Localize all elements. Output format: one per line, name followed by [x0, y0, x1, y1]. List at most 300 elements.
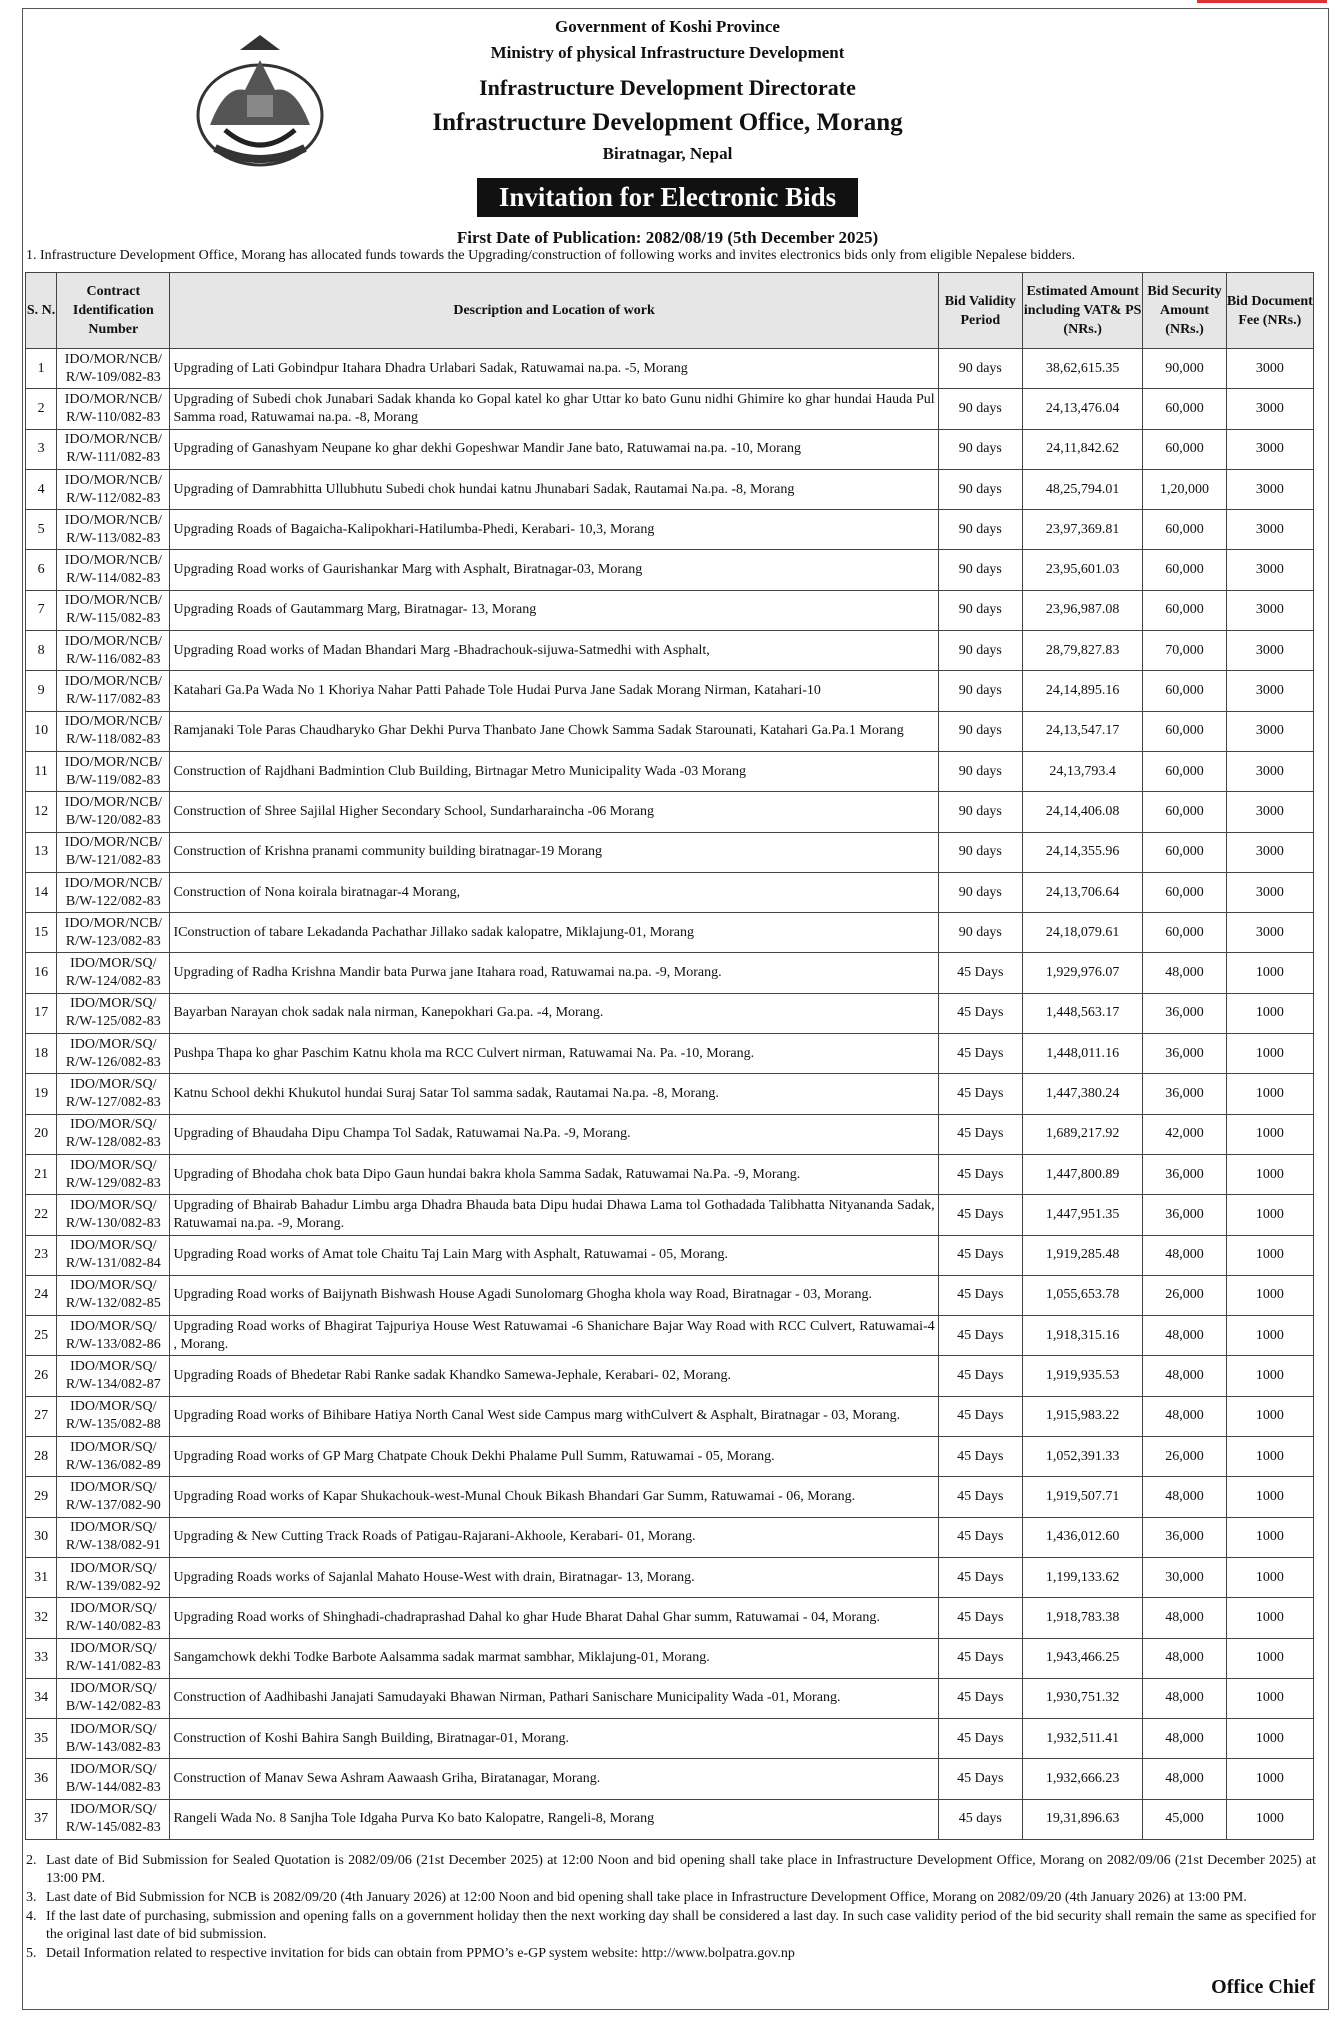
- cell-sn: 29: [26, 1477, 57, 1517]
- office-location: Biratnagar, Nepal: [602, 144, 733, 163]
- cell-contract-id: IDO/MOR/NCB/ B/W-121/082-83: [57, 832, 170, 872]
- cell-validity: 45 Days: [938, 1678, 1022, 1718]
- cell-amount: 1,448,011.16: [1022, 1034, 1143, 1074]
- cell-security: 48,000: [1143, 1316, 1226, 1356]
- table-row: [26, 1154, 1314, 1194]
- table-row: [26, 469, 1314, 509]
- cell-contract-id: IDO/MOR/NCB/ R/W-114/082-83: [57, 550, 170, 590]
- directorate-name: Infrastructure Development Directorate: [479, 75, 856, 100]
- note-text: Detail Information related to respective invitation for bids can obtain from PPMO’s e-GP system website: http://www.bolpatra.gov.np: [46, 1946, 795, 1961]
- cell-contract-id: IDO/MOR/NCB/ R/W-110/082-83: [57, 389, 170, 429]
- cell-contract-id: IDO/MOR/SQ/ R/W-137/082-90: [57, 1477, 170, 1517]
- cell-validity: 45 Days: [938, 1517, 1022, 1557]
- cell-contract-id: IDO/MOR/SQ/ R/W-127/082-83: [57, 1074, 170, 1114]
- cell-fee: 3000: [1226, 751, 1313, 791]
- cell-description: Upgrading Roads of Bhedetar Rabi Ranke sadak Khandko Samewa-Jephale, Kerabari- 02, Morang.: [170, 1356, 938, 1396]
- cell-description: IConstruction of tabare Lekadanda Pachathar Jillako sadak kalopatre, Miklajung-01, Morang: [170, 913, 938, 953]
- cell-validity: 90 days: [938, 429, 1022, 469]
- note-number: 5.: [26, 1946, 37, 1961]
- cell-fee: 3000: [1226, 671, 1313, 711]
- cell-security: 48,000: [1143, 1759, 1226, 1799]
- cell-description: Rangeli Wada No. 8 Sanjha Tole Idgaha Purva Ko bato Kalopatre, Rangeli-8, Morang: [170, 1799, 938, 1839]
- cell-amount: 38,62,615.35: [1022, 349, 1143, 389]
- cell-amount: 1,689,217.92: [1022, 1114, 1143, 1154]
- table-row: [26, 1114, 1314, 1154]
- cell-amount: 1,930,751.32: [1022, 1678, 1143, 1718]
- table-row: [26, 631, 1314, 671]
- cell-validity: 45 Days: [938, 1598, 1022, 1638]
- note-text: Last date of Bid Submission for NCB is 2082/09/20 (4th January 2026) at 12:00 Noon and bid opening shall take place in Infrastructure Development Office, Morang on 2082/09/20 (4th January 2026) at 13:00 PM.: [46, 1890, 1247, 1905]
- note-text: Last date of Bid Submission for Sealed Quotation is 2082/09/06 (21st December 2025) at 12:00 Noon and bid opening shall take place in Infrastructure Development Office, Morang on 2082/09/06 (21st December 2025) at 13:00 PM.: [46, 1853, 1316, 1886]
- table-row: [26, 1275, 1314, 1315]
- cell-amount: 23,95,601.03: [1022, 550, 1143, 590]
- cell-security: 36,000: [1143, 1517, 1226, 1557]
- cell-description: Upgrading of Subedi chok Junabari Sadak khanda ko Gopal katel ko ghar Uttar ko bato Gunu nidhi Ghimire ko ghar hundai Hauda Pul Samma road, Ratuwamai na.pa. -8, Morang: [170, 389, 938, 429]
- cell-sn: 1: [26, 349, 57, 389]
- cell-security: 48,000: [1143, 953, 1226, 993]
- cell-sn: 20: [26, 1114, 57, 1154]
- cell-amount: 1,918,315.16: [1022, 1316, 1143, 1356]
- cell-amount: 23,97,369.81: [1022, 510, 1143, 550]
- cell-security: 36,000: [1143, 1154, 1226, 1194]
- cell-fee: 1000: [1226, 1477, 1313, 1517]
- cell-validity: 90 days: [938, 872, 1022, 912]
- table-row: [26, 1598, 1314, 1638]
- cell-fee: 1000: [1226, 1719, 1313, 1759]
- cell-sn: 32: [26, 1598, 57, 1638]
- cell-fee: 1000: [1226, 1235, 1313, 1275]
- cell-amount: 1,915,983.22: [1022, 1396, 1143, 1436]
- publication-date: First Date of Publication: 2082/08/19 (5th December 2025): [456, 228, 879, 247]
- cell-validity: 45 Days: [938, 1034, 1022, 1074]
- cell-security: 60,000: [1143, 671, 1226, 711]
- cell-description: Upgrading Road works of Amat tole Chaitu Taj Lain Marg with Asphalt, Ratuwamai - 05, Morang.: [170, 1235, 938, 1275]
- corner-mark: [1197, 0, 1327, 3]
- cell-fee: 3000: [1226, 349, 1313, 389]
- note-item: [26, 1889, 1316, 1907]
- cell-amount: 24,18,079.61: [1022, 913, 1143, 953]
- cell-contract-id: IDO/MOR/NCB/ R/W-118/082-83: [57, 711, 170, 751]
- cell-validity: 45 days: [938, 1799, 1022, 1839]
- cell-sn: 34: [26, 1678, 57, 1718]
- table-row: [26, 993, 1314, 1033]
- cell-sn: 5: [26, 510, 57, 550]
- col-header-fee: Bid Document Fee (NRs.): [1226, 273, 1313, 349]
- cell-validity: 90 days: [938, 913, 1022, 953]
- cell-fee: 1000: [1226, 1154, 1313, 1194]
- cell-contract-id: IDO/MOR/NCB/ B/W-122/082-83: [57, 872, 170, 912]
- cell-fee: 3000: [1226, 469, 1313, 509]
- cell-description: Ramjanaki Tole Paras Chaudharyko Ghar Dekhi Purva Thanbato Jane Chowk Samma Sadak Starounati, Katahari Ga.Pa.1 Morang: [170, 711, 938, 751]
- cell-sn: 28: [26, 1437, 57, 1477]
- table-row: [26, 349, 1314, 389]
- table-row: [26, 1316, 1314, 1356]
- cell-amount: 1,918,783.38: [1022, 1598, 1143, 1638]
- cell-fee: 1000: [1226, 1074, 1313, 1114]
- cell-fee: 1000: [1226, 1316, 1313, 1356]
- cell-description: Upgrading of Damrabhitta Ullubhutu Subedi chok hundai katnu Jhunabari Sadak, Rautamai Na.pa. -8, Morang: [170, 469, 938, 509]
- cell-fee: 3000: [1226, 832, 1313, 872]
- cell-contract-id: IDO/MOR/SQ/ R/W-138/082-91: [57, 1517, 170, 1557]
- col-header-description: Description and Location of work: [170, 273, 938, 349]
- cell-contract-id: IDO/MOR/SQ/ R/W-125/082-83: [57, 993, 170, 1033]
- cell-security: 36,000: [1143, 993, 1226, 1033]
- cell-validity: 90 days: [938, 711, 1022, 751]
- cell-security: 90,000: [1143, 349, 1226, 389]
- cell-fee: 3000: [1226, 872, 1313, 912]
- cell-fee: 3000: [1226, 429, 1313, 469]
- cell-security: 26,000: [1143, 1275, 1226, 1315]
- cell-fee: 3000: [1226, 792, 1313, 832]
- cell-description: Upgrading Roads of Gautammarg Marg, Biratnagar- 13, Morang: [170, 590, 938, 630]
- table-row: [26, 1638, 1314, 1678]
- col-header-validity: Bid Validity Period: [938, 273, 1022, 349]
- cell-security: 45,000: [1143, 1799, 1226, 1839]
- cell-contract-id: IDO/MOR/NCB/ R/W-117/082-83: [57, 671, 170, 711]
- cell-description: Construction of Krishna pranami community building biratnagar-19 Morang: [170, 832, 938, 872]
- cell-description: Upgrading & New Cutting Track Roads of Patigau-Rajarani-Akhoole, Kerabari- 01, Morang.: [170, 1517, 938, 1557]
- cell-description: Pushpa Thapa ko ghar Paschim Katnu khola ma RCC Culvert nirman, Ratuwamai Na. Pa. -10, Morang.: [170, 1034, 938, 1074]
- cell-contract-id: IDO/MOR/SQ/ R/W-141/082-83: [57, 1638, 170, 1678]
- cell-amount: 1,919,935.53: [1022, 1356, 1143, 1396]
- cell-security: 48,000: [1143, 1638, 1226, 1678]
- table-row: [26, 1356, 1314, 1396]
- cell-sn: 25: [26, 1316, 57, 1356]
- cell-security: 48,000: [1143, 1719, 1226, 1759]
- cell-validity: 90 days: [938, 349, 1022, 389]
- cell-amount: 1,448,563.17: [1022, 993, 1143, 1033]
- notice-header: [0, 14, 1335, 217]
- office-name: Infrastructure Development Office, Morang: [432, 109, 903, 136]
- cell-description: Upgrading Road works of Shinghadi-chadraprashad Dahal ko ghar Hude Bharat Dahal Ghar summ, Ratuwamai - 04, Morang.: [170, 1598, 938, 1638]
- cell-sn: 13: [26, 832, 57, 872]
- cell-description: Bayarban Narayan chok sadak nala nirman, Kanepokhari Ga.pa. -4, Morang.: [170, 993, 938, 1033]
- cell-amount: 24,14,406.08: [1022, 792, 1143, 832]
- cell-security: 60,000: [1143, 510, 1226, 550]
- cell-description: Construction of Manav Sewa Ashram Aawaash Griha, Biratanagar, Morang.: [170, 1759, 938, 1799]
- cell-sn: 16: [26, 953, 57, 993]
- table-row: [26, 1517, 1314, 1557]
- cell-fee: 1000: [1226, 1557, 1313, 1597]
- cell-description: Upgrading Road works of Baijynath Bishwash House Agadi Sunolomarg Ghogha khola way Road, Biratnagar - 03, Morang.: [170, 1275, 938, 1315]
- notice-title: Invitation for Electronic Bids: [477, 178, 858, 217]
- cell-fee: 1000: [1226, 1437, 1313, 1477]
- col-header-amount: Estimated Amount including VAT& PS (NRs.): [1022, 273, 1143, 349]
- cell-description: Upgrading of Radha Krishna Mandir bata Purwa jane Itahara road, Ratuwamai na.pa. -9, Morang.: [170, 953, 938, 993]
- cell-description: Upgrading of Ganashyam Neupane ko ghar dekhi Gopeshwar Mandir Jane bato, Ratuwamai na.pa. -10, Morang: [170, 429, 938, 469]
- cell-contract-id: IDO/MOR/SQ/ R/W-129/082-83: [57, 1154, 170, 1194]
- table-row: [26, 1396, 1314, 1436]
- cell-contract-id: IDO/MOR/SQ/ R/W-128/082-83: [57, 1114, 170, 1154]
- cell-validity: 90 days: [938, 469, 1022, 509]
- cell-contract-id: IDO/MOR/NCB/ R/W-109/082-83: [57, 349, 170, 389]
- cell-security: 30,000: [1143, 1557, 1226, 1597]
- cell-fee: 1000: [1226, 1638, 1313, 1678]
- table-row: [26, 671, 1314, 711]
- cell-validity: 90 days: [938, 590, 1022, 630]
- cell-description: Construction of Nona koirala biratnagar-4 Morang,: [170, 872, 938, 912]
- cell-description: Upgrading Road works of Bhagirat Tajpuriya House West Ratuwamai -6 Shanichare Bajar Way Road with RCC Culvert, Ratuwamai-4 , Morang.: [170, 1316, 938, 1356]
- cell-description: Upgrading of Lati Gobindpur Itahara Dhadra Urlabari Sadak, Ratuwamai na.pa. -5, Morang: [170, 349, 938, 389]
- cell-amount: 1,055,653.78: [1022, 1275, 1143, 1315]
- cell-amount: 1,919,285.48: [1022, 1235, 1143, 1275]
- footer-notes: [26, 1852, 1316, 1964]
- government-name: Government of Koshi Province: [555, 17, 780, 36]
- cell-contract-id: IDO/MOR/SQ/ R/W-140/082-83: [57, 1598, 170, 1638]
- cell-validity: 90 days: [938, 550, 1022, 590]
- cell-contract-id: IDO/MOR/SQ/ R/W-134/082-87: [57, 1356, 170, 1396]
- cell-contract-id: IDO/MOR/SQ/ B/W-142/082-83: [57, 1678, 170, 1718]
- note-item: [26, 1908, 1316, 1944]
- bids-table: [25, 272, 1314, 1840]
- cell-security: 60,000: [1143, 832, 1226, 872]
- cell-contract-id: IDO/MOR/SQ/ R/W-130/082-83: [57, 1195, 170, 1235]
- cell-amount: 1,199,133.62: [1022, 1557, 1143, 1597]
- cell-amount: 24,13,547.17: [1022, 711, 1143, 751]
- cell-fee: 3000: [1226, 711, 1313, 751]
- table-row: [26, 1034, 1314, 1074]
- cell-contract-id: IDO/MOR/SQ/ R/W-124/082-83: [57, 953, 170, 993]
- cell-description: Construction of Rajdhani Badmintion Club Building, Birtnagar Metro Municipality Wada -03 Morang: [170, 751, 938, 791]
- cell-sn: 8: [26, 631, 57, 671]
- cell-description: Upgrading Roads of Bagaicha-Kalipokhari-Hatilumba-Phedi, Kerabari- 10,3, Morang: [170, 510, 938, 550]
- cell-fee: 3000: [1226, 913, 1313, 953]
- table-row: [26, 1235, 1314, 1275]
- cell-amount: 1,052,391.33: [1022, 1437, 1143, 1477]
- cell-fee: 3000: [1226, 550, 1313, 590]
- cell-validity: 90 days: [938, 631, 1022, 671]
- cell-validity: 45 Days: [938, 1477, 1022, 1517]
- cell-sn: 33: [26, 1638, 57, 1678]
- cell-security: 60,000: [1143, 590, 1226, 630]
- ministry-name: Ministry of physical Infrastructure Development: [490, 43, 845, 62]
- cell-sn: 7: [26, 590, 57, 630]
- table-header-row: [26, 273, 1314, 349]
- table-row: [26, 1477, 1314, 1517]
- table-row: [26, 1678, 1314, 1718]
- cell-description: Katnu School dekhi Khukutol hundai Suraj Satar Tol samma sadak, Rautamai Na.pa. -8, Morang.: [170, 1074, 938, 1114]
- cell-security: 48,000: [1143, 1477, 1226, 1517]
- table-row: [26, 429, 1314, 469]
- cell-description: Construction of Shree Sajilal Higher Secondary School, Sundarharaincha -06 Morang: [170, 792, 938, 832]
- table-row: [26, 913, 1314, 953]
- cell-security: 60,000: [1143, 872, 1226, 912]
- cell-sn: 23: [26, 1235, 57, 1275]
- cell-contract-id: IDO/MOR/NCB/ R/W-123/082-83: [57, 913, 170, 953]
- cell-contract-id: IDO/MOR/NCB/ B/W-120/082-83: [57, 792, 170, 832]
- cell-contract-id: IDO/MOR/SQ/ R/W-145/082-83: [57, 1799, 170, 1839]
- cell-sn: 2: [26, 389, 57, 429]
- col-header-contract-id: Contract Identification Number: [57, 273, 170, 349]
- cell-description: Construction of Aadhibashi Janajati Samudayaki Bhawan Nirman, Pathari Sanischare Municipality Wada -01, Morang.: [170, 1678, 938, 1718]
- note-number: 4.: [26, 1909, 37, 1924]
- cell-validity: 45 Days: [938, 1557, 1022, 1597]
- cell-sn: 11: [26, 751, 57, 791]
- cell-security: 42,000: [1143, 1114, 1226, 1154]
- cell-fee: 3000: [1226, 510, 1313, 550]
- cell-fee: 3000: [1226, 590, 1313, 630]
- cell-amount: 1,447,951.35: [1022, 1195, 1143, 1235]
- table-row: [26, 1759, 1314, 1799]
- table-row: [26, 1195, 1314, 1235]
- cell-description: Upgrading Road works of GP Marg Chatpate Chouk Dekhi Phalame Pull Summ, Ratuwamai - 05, Morang.: [170, 1437, 938, 1477]
- cell-amount: 1,447,380.24: [1022, 1074, 1143, 1114]
- note-item: [26, 1945, 1316, 1963]
- cell-security: 60,000: [1143, 751, 1226, 791]
- col-header-sn: S. N.: [26, 273, 57, 349]
- cell-validity: 45 Days: [938, 1275, 1022, 1315]
- table-row: [26, 751, 1314, 791]
- cell-validity: 90 days: [938, 792, 1022, 832]
- cell-amount: 19,31,896.63: [1022, 1799, 1143, 1839]
- cell-validity: 45 Days: [938, 1316, 1022, 1356]
- cell-contract-id: IDO/MOR/SQ/ R/W-132/082-85: [57, 1275, 170, 1315]
- cell-sn: 15: [26, 913, 57, 953]
- cell-contract-id: IDO/MOR/SQ/ R/W-131/082-84: [57, 1235, 170, 1275]
- table-row: [26, 953, 1314, 993]
- cell-amount: 23,96,987.08: [1022, 590, 1143, 630]
- cell-sn: 9: [26, 671, 57, 711]
- note-text: If the last date of purchasing, submission and opening falls on a government holiday then the next working day shall be considered a last day. In such case validity period of the bid security shall remain the same as specified for the original last date of bid submission.: [46, 1909, 1316, 1942]
- cell-sn: 6: [26, 550, 57, 590]
- cell-security: 36,000: [1143, 1074, 1226, 1114]
- cell-amount: 1,943,466.25: [1022, 1638, 1143, 1678]
- cell-sn: 30: [26, 1517, 57, 1557]
- cell-sn: 37: [26, 1799, 57, 1839]
- cell-fee: 1000: [1226, 1759, 1313, 1799]
- cell-description: Upgrading of Bhodaha chok bata Dipo Gaun hundai bakra khola Samma Sadak, Ratuwamai Na.Pa. -9, Morang.: [170, 1154, 938, 1194]
- cell-fee: 1000: [1226, 1678, 1313, 1718]
- cell-fee: 1000: [1226, 1356, 1313, 1396]
- cell-validity: 45 Days: [938, 1719, 1022, 1759]
- cell-amount: 1,436,012.60: [1022, 1517, 1143, 1557]
- cell-fee: 1000: [1226, 1598, 1313, 1638]
- cell-security: 48,000: [1143, 1678, 1226, 1718]
- note-number: 2.: [26, 1853, 37, 1868]
- note-item: [26, 1852, 1316, 1888]
- col-header-security: Bid Security Amount (NRs.): [1143, 273, 1226, 349]
- cell-description: Sangamchowk dekhi Todke Barbote Aalsamma sadak marmat sambhar, Miklajung-01, Morang.: [170, 1638, 938, 1678]
- table-row: [26, 872, 1314, 912]
- cell-amount: 24,14,895.16: [1022, 671, 1143, 711]
- cell-validity: 45 Days: [938, 1396, 1022, 1436]
- cell-validity: 45 Days: [938, 1235, 1022, 1275]
- cell-security: 70,000: [1143, 631, 1226, 671]
- cell-validity: 90 days: [938, 751, 1022, 791]
- cell-contract-id: IDO/MOR/NCB/ R/W-115/082-83: [57, 590, 170, 630]
- cell-validity: 90 days: [938, 832, 1022, 872]
- cell-contract-id: IDO/MOR/NCB/ R/W-112/082-83: [57, 469, 170, 509]
- cell-sn: 19: [26, 1074, 57, 1114]
- cell-validity: 45 Days: [938, 953, 1022, 993]
- cell-amount: 1,929,976.07: [1022, 953, 1143, 993]
- cell-amount: 1,932,511.41: [1022, 1719, 1143, 1759]
- table-row: [26, 792, 1314, 832]
- cell-contract-id: IDO/MOR/SQ/ R/W-133/082-86: [57, 1316, 170, 1356]
- cell-amount: 1,932,666.23: [1022, 1759, 1143, 1799]
- cell-fee: 1000: [1226, 1275, 1313, 1315]
- cell-sn: 31: [26, 1557, 57, 1597]
- cell-security: 48,000: [1143, 1598, 1226, 1638]
- cell-validity: 45 Days: [938, 1114, 1022, 1154]
- cell-contract-id: IDO/MOR/SQ/ R/W-136/082-89: [57, 1437, 170, 1477]
- table-row: [26, 1437, 1314, 1477]
- cell-validity: 45 Days: [938, 1195, 1022, 1235]
- table-row: [26, 550, 1314, 590]
- table-row: [26, 1719, 1314, 1759]
- signature-office-chief: Office Chief: [1211, 1976, 1315, 1998]
- cell-fee: 3000: [1226, 631, 1313, 671]
- cell-fee: 1000: [1226, 993, 1313, 1033]
- cell-amount: 48,25,794.01: [1022, 469, 1143, 509]
- cell-security: 60,000: [1143, 792, 1226, 832]
- cell-contract-id: IDO/MOR/SQ/ B/W-144/082-83: [57, 1759, 170, 1799]
- cell-sn: 10: [26, 711, 57, 751]
- cell-sn: 4: [26, 469, 57, 509]
- cell-description: Upgrading of Bhairab Bahadur Limbu arga Dhadra Bhauda bata Dipu hudai Dhawa Lama tol Gothadada Talibhatta Nityananda Sadak, Ratuwamai na.pa. -9, Morang.: [170, 1195, 938, 1235]
- cell-sn: 22: [26, 1195, 57, 1235]
- cell-amount: 1,447,800.89: [1022, 1154, 1143, 1194]
- cell-amount: 1,919,507.71: [1022, 1477, 1143, 1517]
- cell-security: 1,20,000: [1143, 469, 1226, 509]
- cell-security: 60,000: [1143, 389, 1226, 429]
- cell-validity: 45 Days: [938, 1154, 1022, 1194]
- cell-validity: 45 Days: [938, 1437, 1022, 1477]
- cell-description: Katahari Ga.Pa Wada No 1 Khoriya Nahar Patti Pahade Tole Hudai Purva Jane Sadak Morang Nirman, Katahari-10: [170, 671, 938, 711]
- cell-sn: 17: [26, 993, 57, 1033]
- note-number: 3.: [26, 1890, 37, 1905]
- cell-security: 48,000: [1143, 1396, 1226, 1436]
- cell-validity: 45 Days: [938, 1074, 1022, 1114]
- cell-fee: 1000: [1226, 953, 1313, 993]
- cell-fee: 1000: [1226, 1396, 1313, 1436]
- cell-description: Upgrading Road works of Bihibare Hatiya North Canal West side Campus marg withCulvert & Asphalt, Biratnagar - 03, Morang.: [170, 1396, 938, 1436]
- cell-fee: 1000: [1226, 1034, 1313, 1074]
- table-row: [26, 1557, 1314, 1597]
- cell-security: 36,000: [1143, 1195, 1226, 1235]
- cell-sn: 26: [26, 1356, 57, 1396]
- cell-contract-id: IDO/MOR/NCB/ R/W-113/082-83: [57, 510, 170, 550]
- cell-security: 60,000: [1143, 711, 1226, 751]
- cell-contract-id: IDO/MOR/NCB/ B/W-119/082-83: [57, 751, 170, 791]
- cell-fee: 1000: [1226, 1114, 1313, 1154]
- cell-validity: 45 Days: [938, 1759, 1022, 1799]
- cell-sn: 24: [26, 1275, 57, 1315]
- cell-description: Upgrading Roads works of Sajanlal Mahato House-West with drain, Biratnagar- 13, Morang.: [170, 1557, 938, 1597]
- cell-validity: 45 Days: [938, 1356, 1022, 1396]
- intro-note: 1. Infrastructure Development Office, Morang has allocated funds towards the Upgrading/construction of following works and invites electronics bids only from eligible Nepalese bidders.: [26, 248, 1076, 263]
- cell-fee: 1000: [1226, 1195, 1313, 1235]
- table-row: [26, 389, 1314, 429]
- cell-sn: 35: [26, 1719, 57, 1759]
- cell-contract-id: IDO/MOR/NCB/ R/W-116/082-83: [57, 631, 170, 671]
- cell-contract-id: IDO/MOR/NCB/ R/W-111/082-83: [57, 429, 170, 469]
- cell-security: 60,000: [1143, 429, 1226, 469]
- cell-amount: 24,13,793.4: [1022, 751, 1143, 791]
- cell-amount: 28,79,827.83: [1022, 631, 1143, 671]
- table-row: [26, 510, 1314, 550]
- table-row: [26, 832, 1314, 872]
- cell-security: 60,000: [1143, 550, 1226, 590]
- cell-validity: 90 days: [938, 389, 1022, 429]
- table-body: [26, 349, 1314, 1840]
- cell-contract-id: IDO/MOR/SQ/ B/W-143/082-83: [57, 1719, 170, 1759]
- cell-validity: 45 Days: [938, 993, 1022, 1033]
- cell-sn: 3: [26, 429, 57, 469]
- table-row: [26, 1074, 1314, 1114]
- cell-sn: 18: [26, 1034, 57, 1074]
- cell-security: 48,000: [1143, 1235, 1226, 1275]
